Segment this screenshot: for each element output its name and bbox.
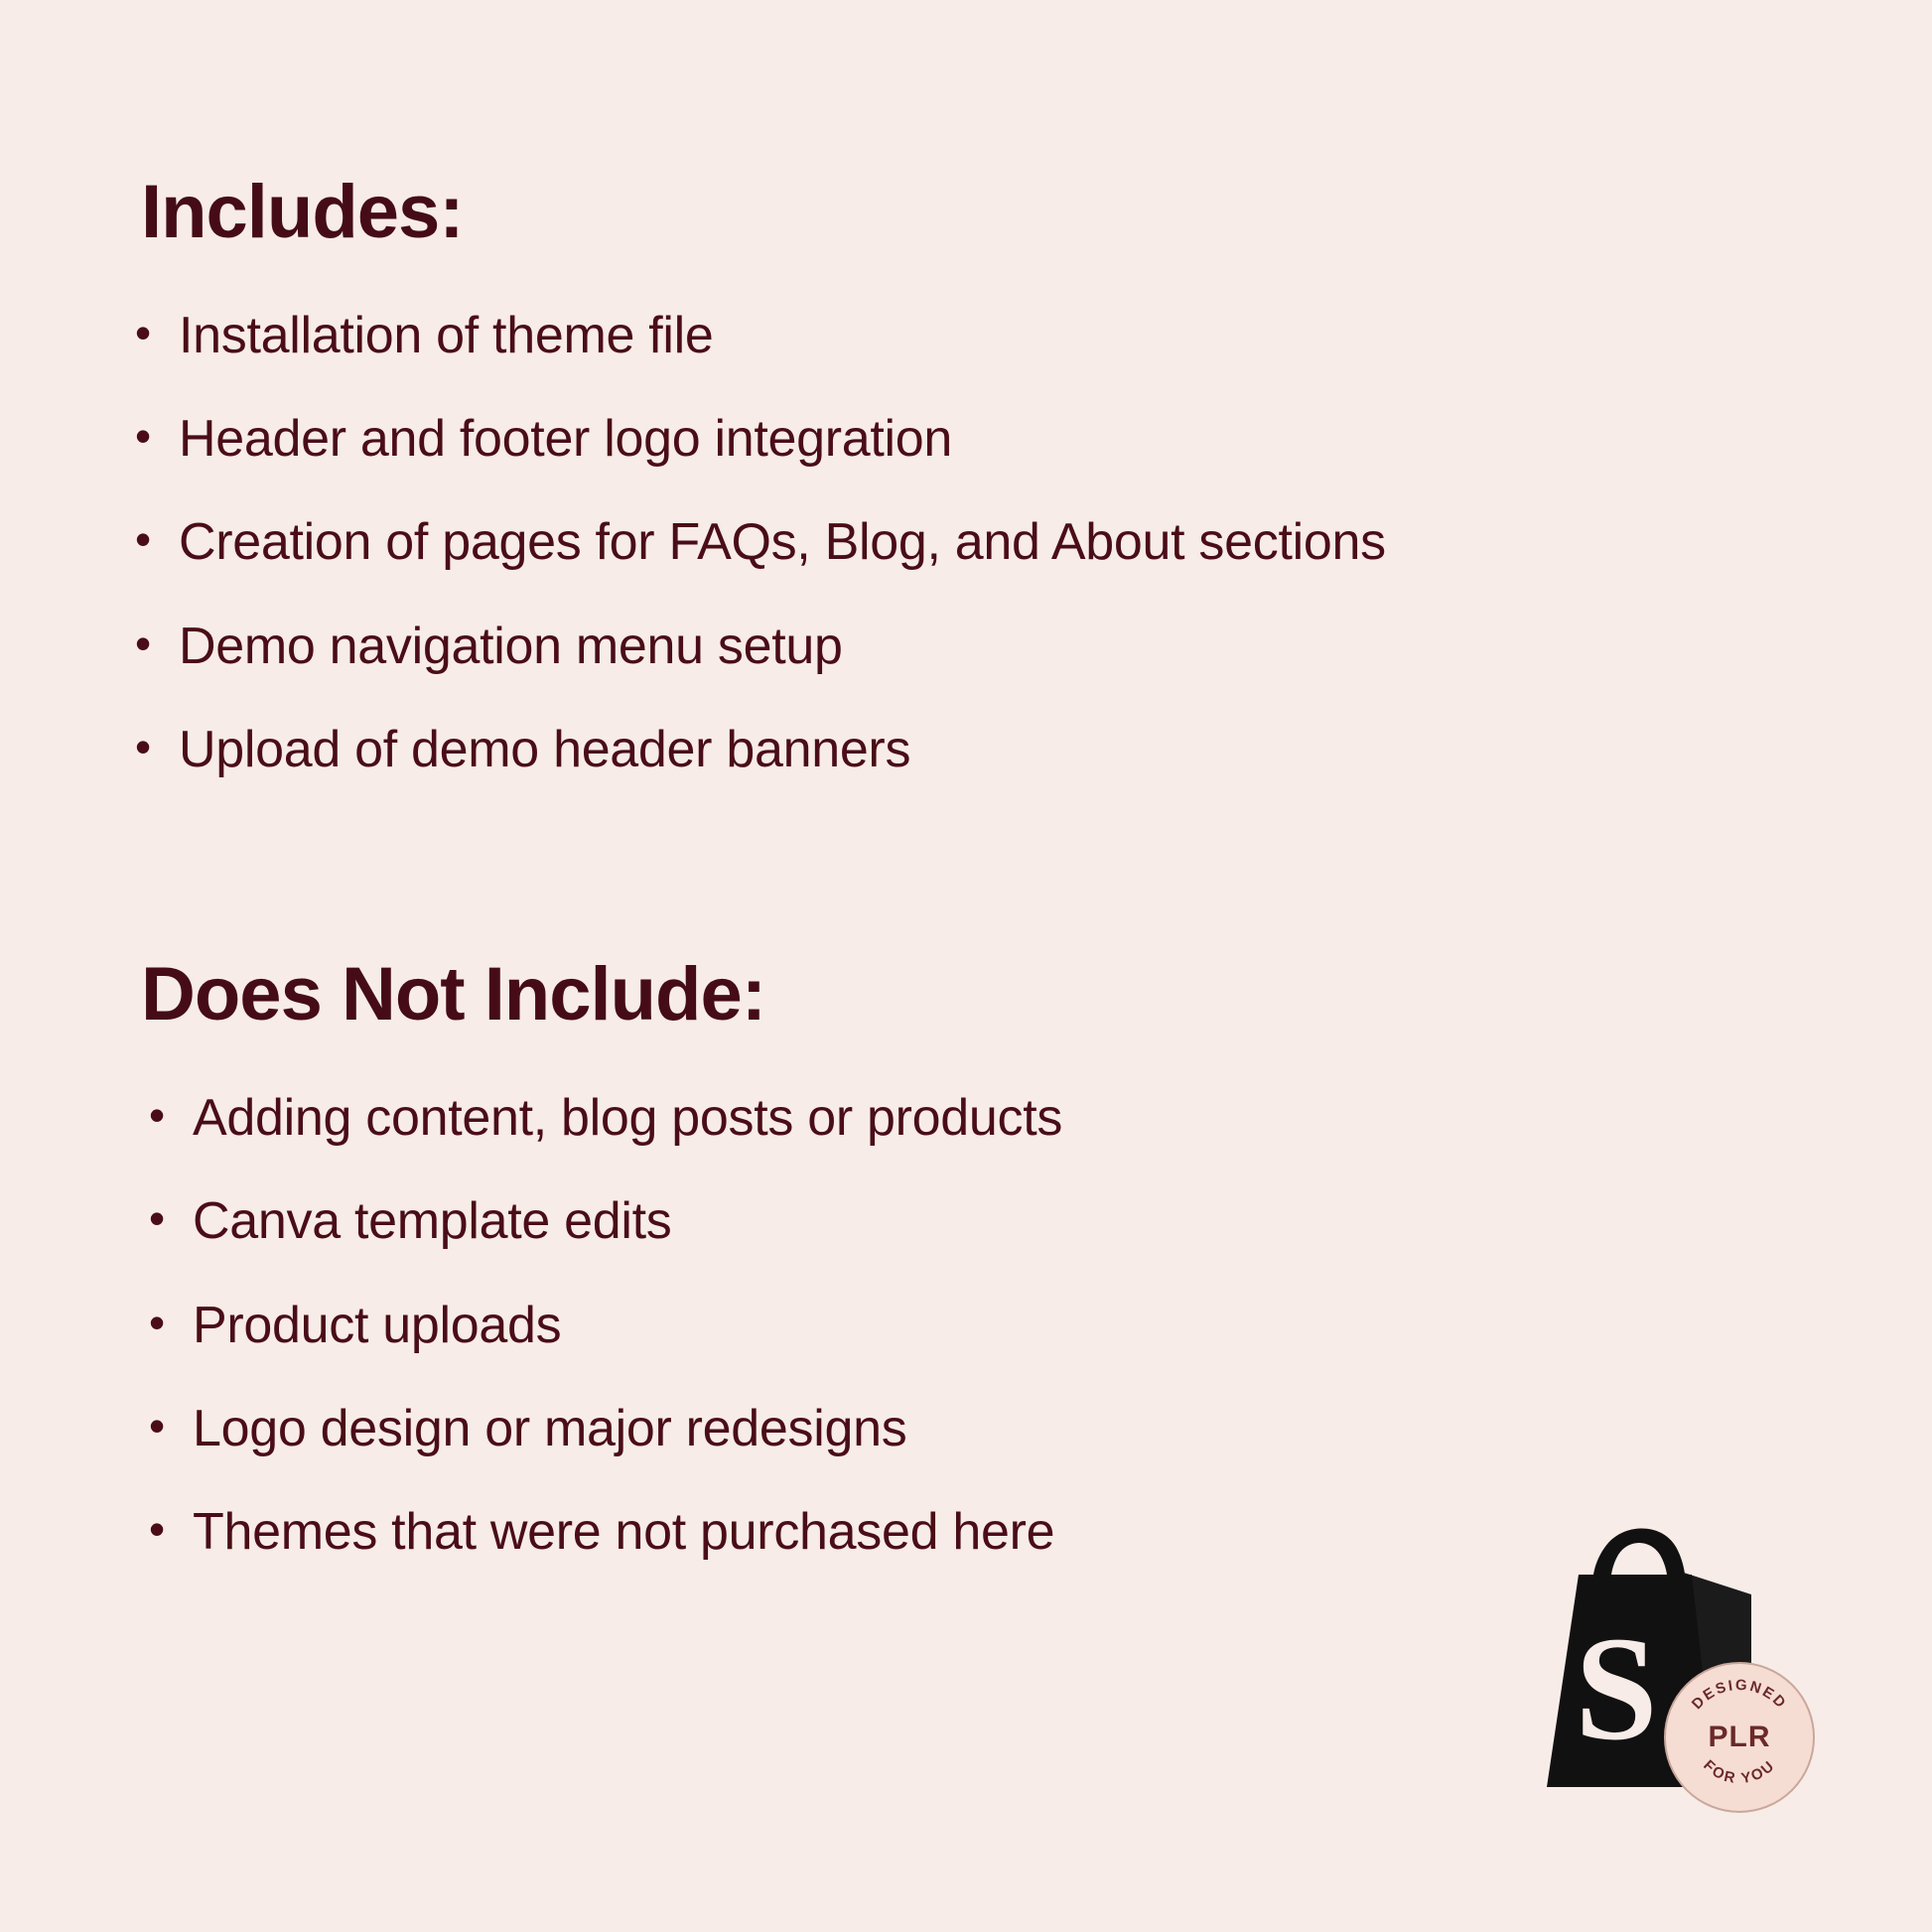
plr-badge [1664,1662,1815,1813]
list-item-label: Themes that were not purchased here [193,1503,1055,1562]
list-item-label: Creation of pages for FAQs, Blog, and About sections [179,513,1386,572]
list-item [129,307,1803,364]
list-item [129,1192,1803,1250]
list-item-label: Header and footer logo integration [179,410,953,469]
list-item-label: Logo design or major redesigns [193,1399,907,1457]
list-item [129,618,1803,675]
bullet-icon: • [135,513,151,566]
list-item [129,410,1803,468]
bullet-icon: • [149,1503,165,1556]
bullet-icon: • [149,1296,165,1348]
includes-heading: Includes: [141,170,464,254]
svg-text:S: S [1575,1606,1658,1771]
bullet-icon: • [149,1399,165,1451]
bullet-icon: • [135,410,151,463]
bullet-icon: • [135,307,151,358]
brand-logo [1517,1525,1815,1813]
does-not-include-list [129,1089,1803,1561]
badge-top-arc-label: DESIGNED [1688,1676,1791,1714]
bullet-icon: • [149,1089,165,1142]
list-item [129,1089,1803,1147]
list-item-label: Upload of demo header banners [179,720,911,778]
includes-section [129,169,1803,778]
does-not-include-heading: Does Not Include: [141,952,766,1037]
list-item [129,1400,1803,1457]
bullet-icon: • [135,720,151,772]
list-item-label: Product uploads [193,1296,562,1354]
bullet-icon: • [135,617,151,669]
bullet-icon: • [149,1192,165,1245]
list-item [129,1297,1803,1354]
list-item [129,721,1803,778]
badge-center-label: PLR [1708,1721,1771,1753]
list-item-label: Adding content, blog posts or products [193,1089,1063,1148]
does-not-include-section [129,951,1803,1561]
includes-list [129,307,1803,778]
list-item [129,513,1803,571]
list-item-label: Installation of theme file [179,307,714,364]
list-item-label: Demo navigation menu setup [179,617,843,675]
section-spacer [129,824,1803,951]
badge-bottom-arc-label: FOR YOU [1700,1756,1779,1788]
list-item-label: Canva template edits [193,1192,672,1251]
